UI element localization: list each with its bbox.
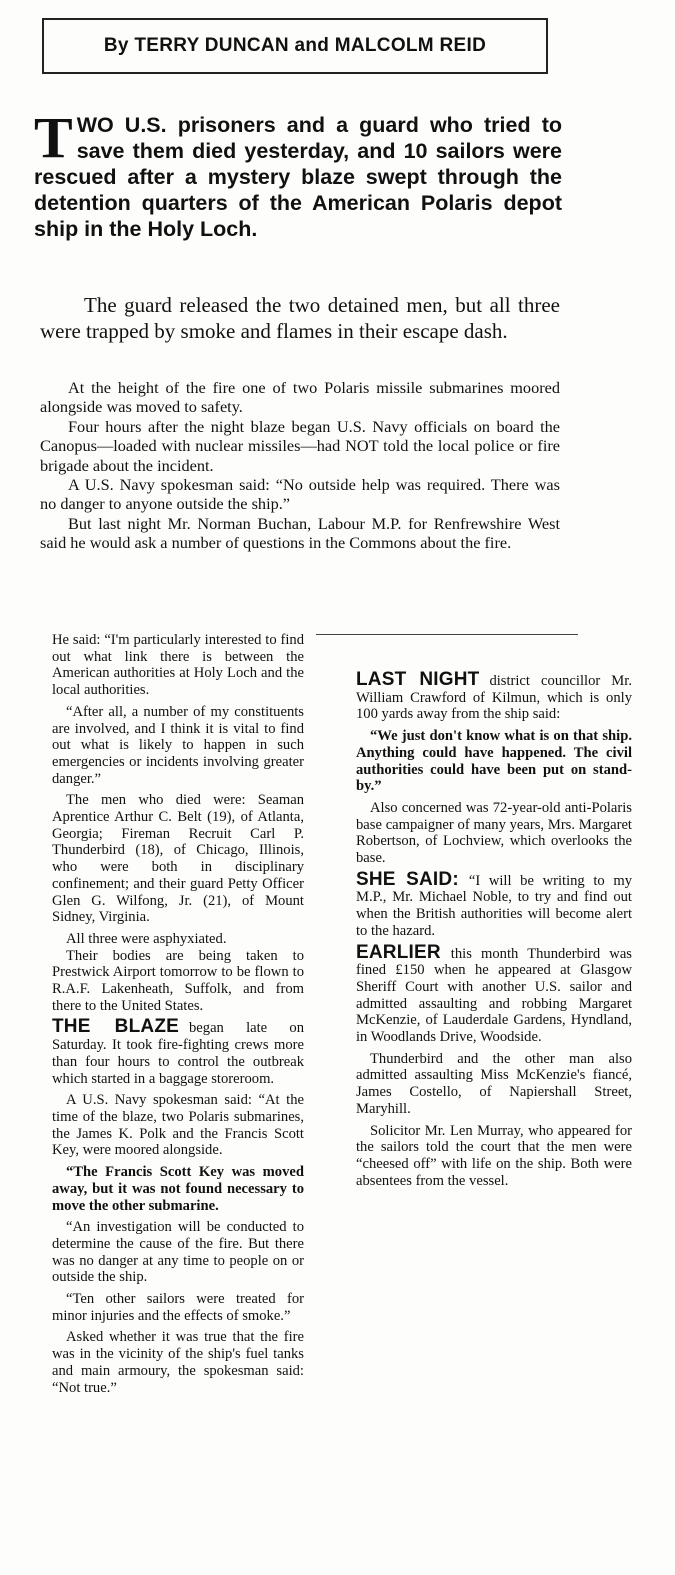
subhead-the-blaze: THE BLAZE — [52, 1016, 179, 1038]
body-text: district councillor Mr. William Crawford of Kilmun, which is only 100 yards away from the ship said: — [356, 673, 632, 723]
intro-paragraph: A U.S. Navy spokesman said: “No outside help was required. There was no danger to anyone outside the ship.” — [40, 475, 560, 514]
body-text: began late on Saturday. It took fire-fighting crews more than four hours to control the outbreak which started in a baggage storeroom. — [52, 1020, 304, 1087]
lead-text: WO U.S. prisoners and a guard who tried to save them died yesterday, and 10 sailors were rescued after a mystery blaze swept through the detention quarters of the American Polaris depot ship in the Holy Loch. — [34, 113, 562, 241]
standfirst-text: The guard released the two detained men, but all three were trapped by smoke and flames in their escape dash. — [40, 293, 560, 343]
body-paragraph: All three were asphyxiated. — [66, 930, 227, 947]
subhead-paragraph — [356, 669, 632, 723]
body-paragraph: Their bodies are being taken to Prestwick Airport tomorrow to be flown to R.A.F. Lakenheath, Suffolk, and from there to the United States. — [52, 947, 304, 1014]
body-paragraph: A U.S. Navy spokesman said: “At the time of the blaze, two Polaris submarines, the James K. Polk and the Francis Scott Key, were moored alongside. — [52, 1092, 304, 1159]
body-paragraph: Thunderbird and the other man also admitted assaulting Miss McKenzie's fiancé, James Costello, of Napiershall Street, Maryhill. — [356, 1050, 632, 1117]
quote-paragraph: “We just don't know what is on that ship. Anything could have happened. The civil authorities could have been put on stand-by.” — [356, 728, 632, 795]
subhead-earlier: EARLIER — [356, 941, 441, 963]
intro-paragraph: But last night Mr. Norman Buchan, Labour M.P. for Renfrewshire West said he would ask a number of questions in the Commons about the fire. — [40, 513, 560, 553]
subhead-paragraph — [356, 868, 632, 940]
subhead-paragraph — [356, 941, 632, 1046]
body-paragraph: The men who died were: Seaman Aprentice Arthur C. Belt (19), of Atlanta, Georgia; Fireman Recruit Carl P. Thunderbird (18), of Chicago, Illinois, who were both in disciplinary confinement; and their guard Petty Officer Glen G. Wilfong, Jr. (21), of Mount Sidney, Virginia. — [52, 792, 304, 926]
right-column — [356, 669, 632, 1194]
byline: By TERRY DUNCAN and MALCOLM REID — [103, 35, 487, 56]
body-paragraph: He said: “I'm particularly interested to find out what link there is between the American authorities at Holy Loch and the local authorities. — [52, 632, 304, 699]
body-paragraph: Asked whether it was true that the fire was in the vicinity of the ship's fuel tanks and main armoury, the spokesman said: “Not true.” — [52, 1329, 304, 1396]
drop-cap: T — [34, 105, 73, 170]
intro-paragraph: Four hours after the night blaze began U.S. Navy officials on board the Canopus—loaded with nuclear missiles—had NOT told the local police or fire brigade about the incident. — [40, 416, 560, 475]
body-text: this month Thunderbird was fined £150 when he appeared at Glasgow Sheriff Court with another U.S. sailor and admitted assaulting and robbing Margaret McKenzie, of Lauderdale Gardens, Hyndland, in Woodlands Drive, Woodside. — [356, 945, 632, 1046]
body-paragraph: “Ten other sailors were treated for minor injuries and the effects of smoke.” — [52, 1291, 304, 1324]
left-column — [52, 632, 304, 1401]
body-paragraph: Also concerned was 72-year-old anti-Polaris base campaigner of many years, Mrs. Margaret Robertson, of Lochview, which overlooks the base. — [356, 799, 632, 867]
body-text: “I will be writing to my M.P., Mr. Michael Noble, to try and find out when the British authorities will become alert to the hazard. — [356, 872, 632, 939]
standfirst — [40, 292, 560, 344]
intro-paragraph: At the height of the fire one of two Polaris missile submarines moored alongside was moved to safety. — [40, 378, 560, 417]
subhead-paragraph — [52, 1016, 304, 1087]
subhead-last-night: LAST NIGHT — [356, 669, 480, 690]
intro-paragraphs — [40, 378, 560, 553]
body-paragraph: “An investigation will be conducted to determine the cause of the fire. But there was no danger at any time to people on or outside the ship. — [52, 1219, 304, 1286]
quote-paragraph: “The Francis Scott Key was moved away, but it was not found necessary to move the other submarine. — [52, 1164, 304, 1214]
body-paragraph: “After all, a number of my constituents are involved, and I think it is vital to find out what is likely to happen in such emergencies or incidents involving greater danger.” — [52, 703, 304, 787]
body-paragraph: Solicitor Mr. Len Murray, who appeared for the sailors told the court that the men were “cheesed off” with life on the ship. Both were absentees from the vessel. — [356, 1122, 632, 1189]
column-rule — [316, 634, 578, 635]
byline-box — [42, 18, 548, 74]
lead-paragraph — [34, 105, 562, 242]
subhead-she-said: SHE SAID: — [356, 868, 459, 890]
